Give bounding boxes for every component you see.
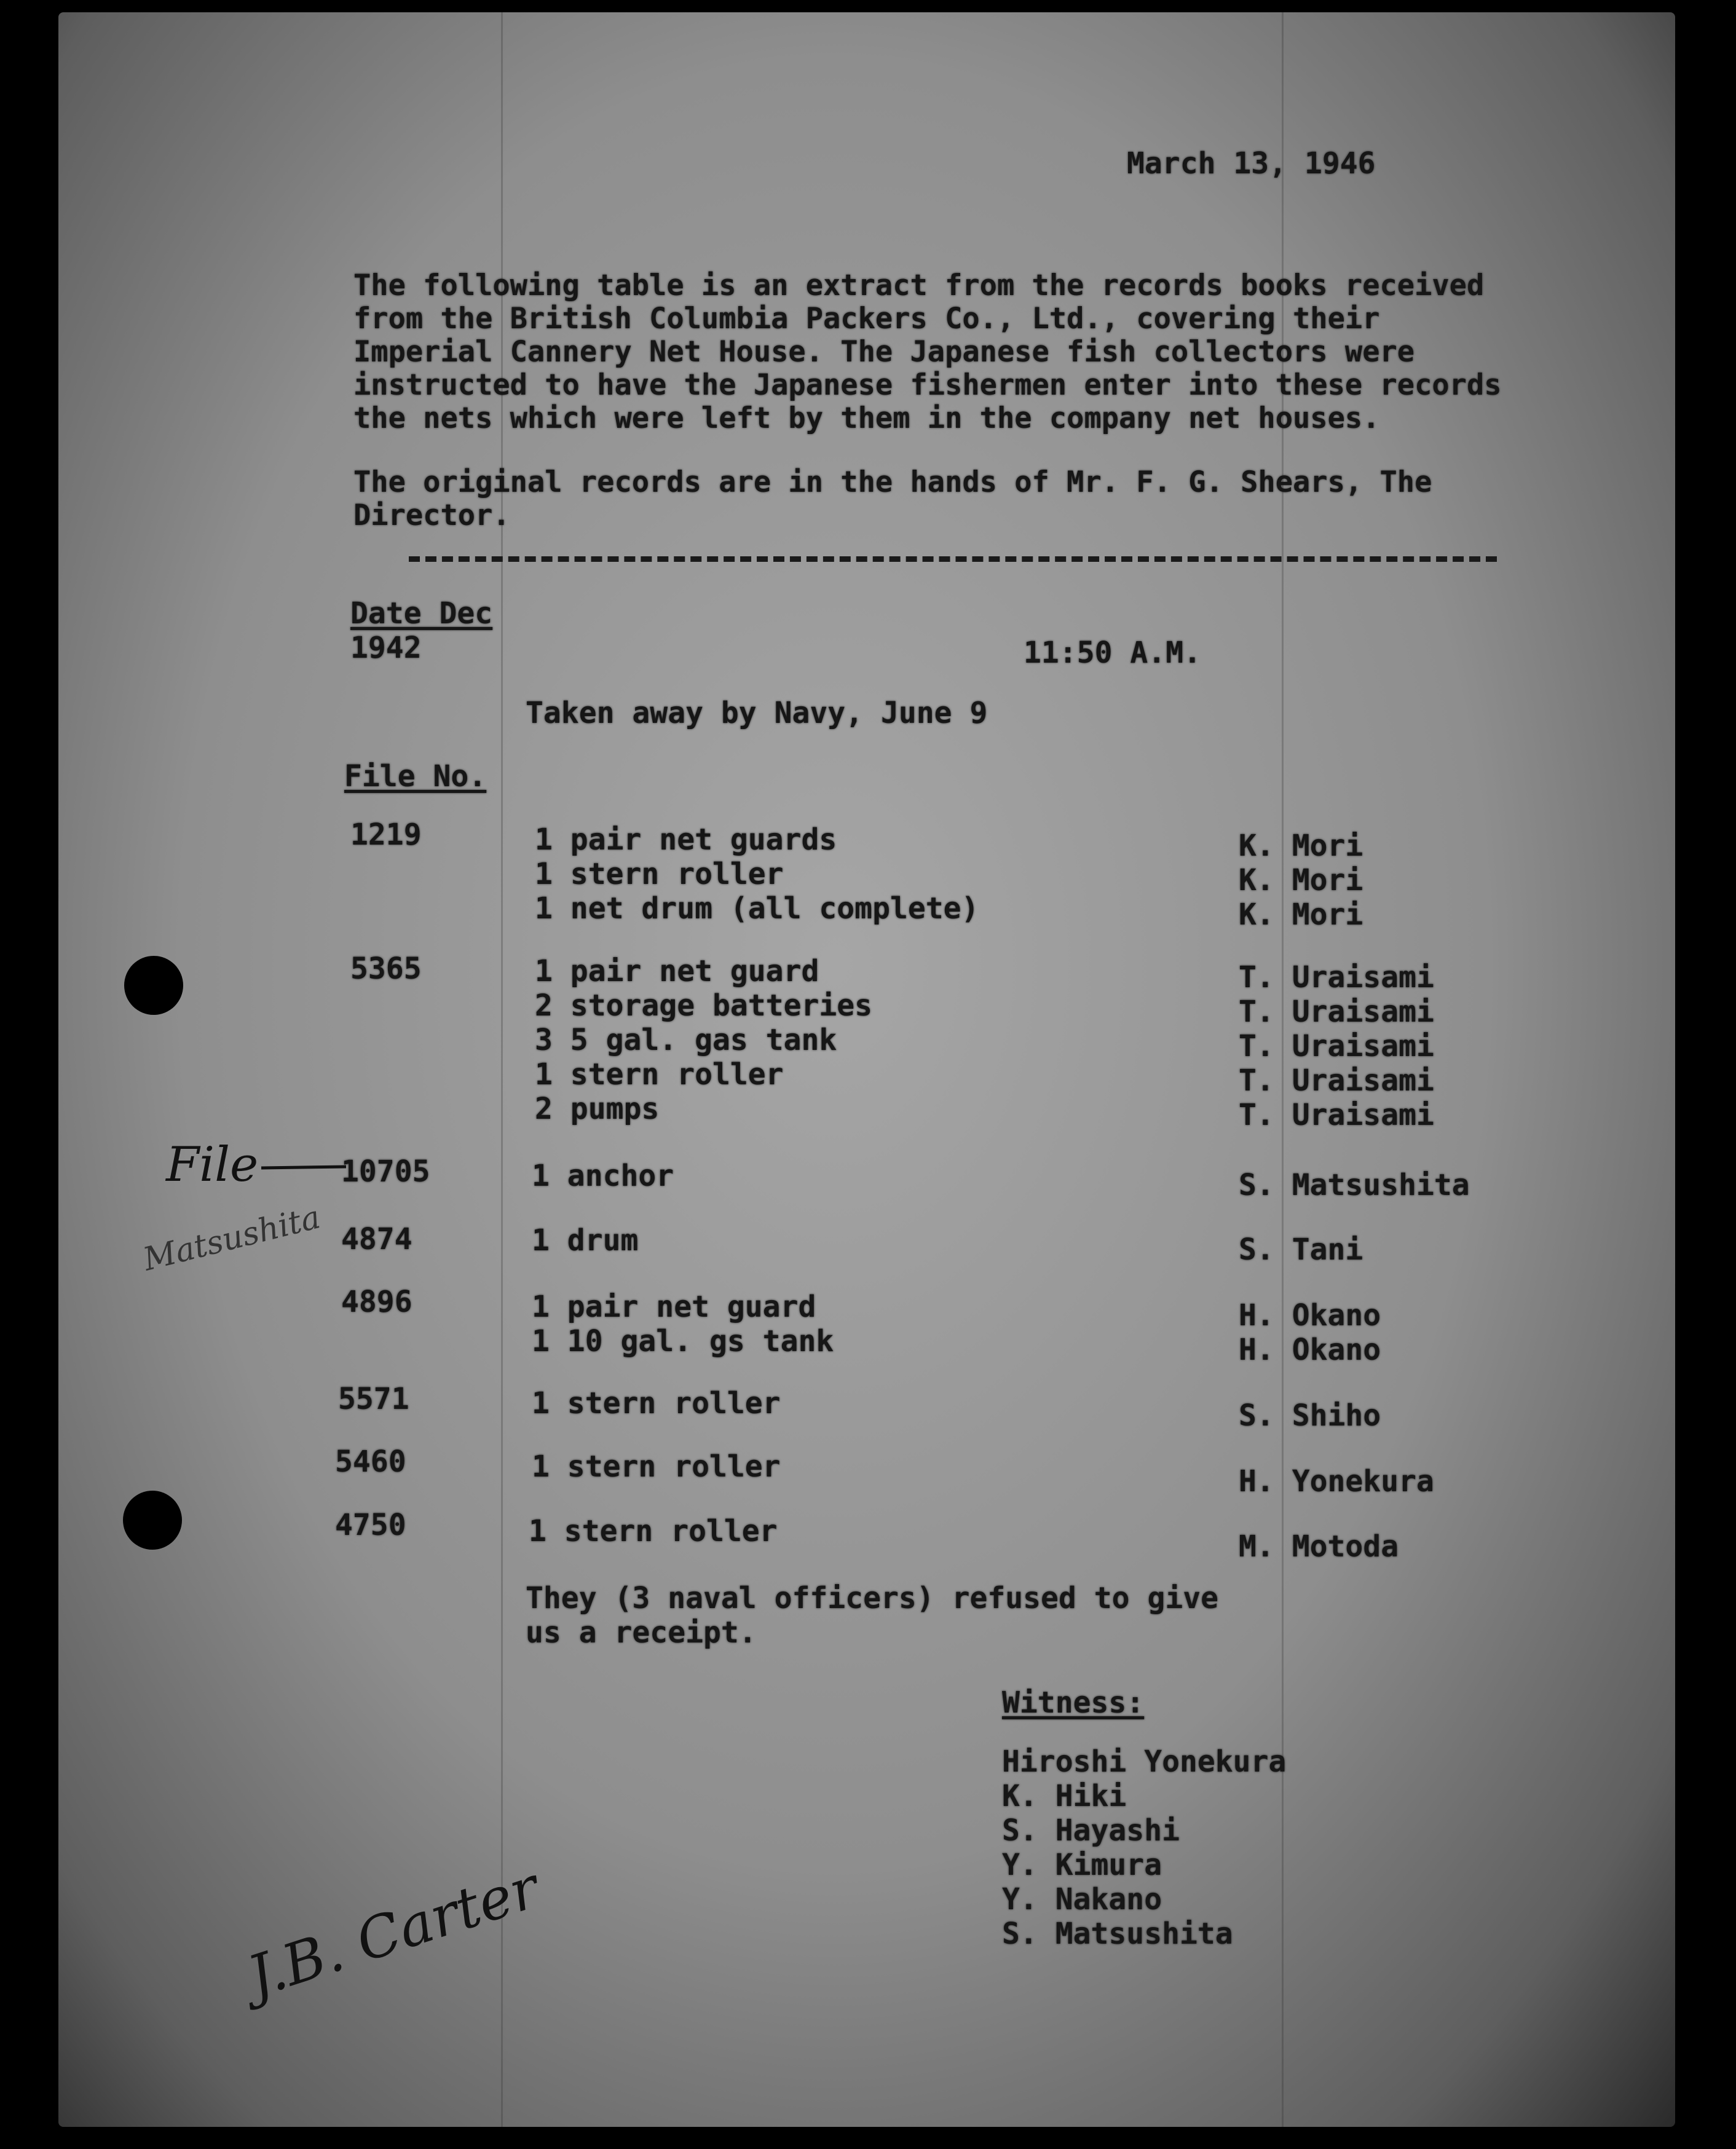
- witness-name: S. Hayashi: [1002, 1813, 1180, 1848]
- item: 1 10 gal. gs tank: [532, 1324, 834, 1358]
- item: 1 stern roller: [535, 857, 784, 891]
- item: 1 net drum (all complete): [535, 891, 979, 926]
- owner-name: H. Yonekura: [1239, 1464, 1434, 1499]
- item: 1 pair net guard: [532, 1290, 816, 1324]
- year-label: 1942: [350, 631, 422, 665]
- document-page: [58, 12, 1675, 2127]
- handwritten-margin-note-2: Matsushita: [140, 1199, 324, 1279]
- file-number: 4896: [341, 1285, 412, 1319]
- owner-name: H. Okano: [1239, 1298, 1381, 1333]
- owner-name: K. Mori: [1239, 897, 1363, 932]
- owner-name: S. Matsushita: [1239, 1168, 1470, 1202]
- item: 1 pair net guards: [535, 822, 837, 857]
- witness-name: K. Hiki: [1002, 1779, 1127, 1813]
- note-line: They (3 naval officers) refused to give: [526, 1581, 1219, 1615]
- owner-name: H. Okano: [1239, 1333, 1381, 1367]
- punch-hole: [124, 956, 183, 1015]
- receipt-note: [526, 1581, 1218, 1650]
- handwritten-stroke: [261, 1162, 347, 1174]
- file-no-heading: File No.: [344, 759, 487, 794]
- taken-away-line: Taken away by Navy, June 9: [526, 696, 988, 730]
- intro-line: from the British Columbia Packers Co., Ltd., covering their: [353, 302, 1380, 336]
- dashed-separator: [409, 556, 1497, 562]
- owner-name: M. Motoda: [1239, 1529, 1399, 1564]
- handwritten-margin-note: File: [166, 1137, 259, 1193]
- item: 2 pumps: [535, 1092, 660, 1126]
- custody-line: The original records are in the hands of Mr. F. G. Shears, The: [353, 465, 1432, 499]
- file-number: 4750: [335, 1508, 406, 1542]
- custody-line: Director.: [353, 499, 510, 532]
- owner-name: T. Uraisami: [1239, 995, 1434, 1029]
- intro-line: The following table is an extract from the records books received: [353, 269, 1485, 302]
- owner-name: T. Uraisami: [1239, 1098, 1434, 1132]
- item: 1 anchor: [532, 1159, 674, 1193]
- item-list: [535, 954, 872, 1126]
- intro-line: the nets which were left by them in the company net houses.: [353, 401, 1380, 435]
- intro-line: instructed to have the Japanese fishermen enter into these records: [353, 368, 1502, 402]
- owner-name: S. Tani: [1239, 1232, 1363, 1267]
- witness-name: S. Matsushita: [1002, 1917, 1233, 1951]
- item: 1 pair net guard: [535, 954, 819, 988]
- note-line: us a receipt.: [526, 1615, 757, 1650]
- intro-paragraph: [353, 269, 1502, 435]
- witness-list: [1002, 1745, 1286, 1951]
- handwritten-signature: J.B. Carter: [240, 1854, 547, 2011]
- owner-name: K. Mori: [1239, 829, 1363, 863]
- witness-name: Y. Nakano: [1002, 1882, 1162, 1917]
- witness-name: Hiroshi Yonekura: [1002, 1745, 1287, 1779]
- name-list: [1239, 1298, 1381, 1367]
- witness-name: Y. Kimura: [1002, 1848, 1162, 1882]
- file-number: 5460: [335, 1445, 406, 1479]
- document-date: March 13, 1946: [1127, 146, 1376, 181]
- date-label: Date Dec: [350, 596, 493, 631]
- owner-name: T. Uraisami: [1239, 1029, 1434, 1063]
- item: 1 drum: [532, 1223, 639, 1258]
- intro-line: Imperial Cannery Net House. The Japanese fish collectors were: [353, 335, 1415, 369]
- item: 1 stern roller: [532, 1386, 781, 1421]
- custody-paragraph: [353, 466, 1432, 532]
- item: 3 5 gal. gas tank: [535, 1023, 837, 1057]
- owner-name: T. Uraisami: [1239, 1063, 1434, 1098]
- item: 2 storage batteries: [535, 988, 873, 1023]
- item: 1 stern roller: [535, 1057, 784, 1092]
- witness-heading: Witness:: [1002, 1686, 1145, 1720]
- owner-name: K. Mori: [1239, 863, 1363, 897]
- date-header: [350, 596, 492, 665]
- owner-name: S. Shiho: [1239, 1398, 1381, 1433]
- file-number: 4874: [341, 1222, 412, 1256]
- name-list: [1239, 960, 1434, 1132]
- item-list: [532, 1290, 834, 1358]
- item: 1 stern roller: [529, 1514, 778, 1548]
- item: 1 stern roller: [532, 1449, 781, 1484]
- item-list: [535, 822, 979, 926]
- name-list: [1239, 829, 1363, 932]
- file-number: 10705: [341, 1154, 430, 1189]
- file-number: 5365: [350, 952, 422, 986]
- punch-hole: [123, 1491, 182, 1550]
- file-number: 5571: [338, 1382, 409, 1416]
- owner-name: T. Uraisami: [1239, 960, 1434, 995]
- file-number: 1219: [350, 818, 422, 852]
- time-label: 11:50 A.M.: [1024, 636, 1201, 670]
